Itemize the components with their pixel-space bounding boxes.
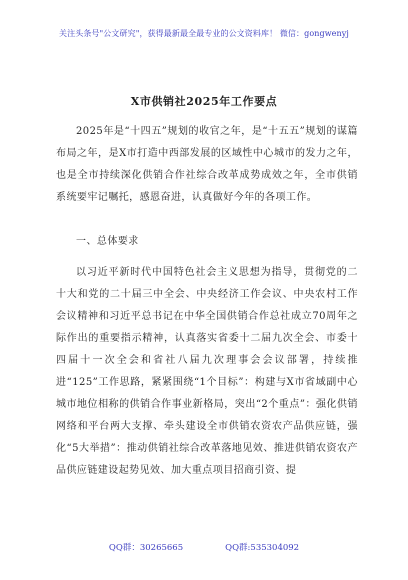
header-promo-note: 关注头条号"公文研究"，获得最新最全最专业的公文资料库！ 微信：gongwenyj xyxy=(59,29,349,38)
section-1-heading-block xyxy=(56,231,358,253)
section-1-paragraph: 以习近平新时代中国特色社会主义思想为指导，贯彻党的二十大和党的二十届三中全会、中央经济工作会议、中央农村工作会议精神和习近平总书记在中华全国供销合作总社成立70周年之际作出的重要指示精神，认真落实省委十二届九次全会、市委十四届十一次全会和省社八届九次理事会会议部署，持续推进“125”工作思路，紧紧围绕“1个目标”：构建与X市省域副中心城市地位相称的供销合作事业新格局，突出“2个重点”：强化供销网络和平台两大支撑、牵头建设全市供销农资农产品供应链，强化“5大举措”：推动供销社综合改革落地见效、推进供销农资农产品供应链建设起势见效、加大重点项目招商引资、提 xyxy=(56,267,358,476)
section-1-heading: 一、总体要求 xyxy=(76,236,139,247)
footer-qq-group-2: QQ群:535304092 xyxy=(225,543,300,553)
intro-block xyxy=(56,121,358,209)
footer-contact xyxy=(0,543,408,553)
document-title: X市供销社2025年工作要点 xyxy=(130,95,278,108)
intro-paragraph: 2025年是“十四五”规划的收官之年，是“十五五”规划的谋篇布局之年，是X市打造中西部发展的区域性中心城市的发力之年，也是全市持续深化供销合作社综合改革成势成效之年，全市供销系统要牢记嘱托，感恩奋进，认真做好今年的各项工作。 xyxy=(56,126,358,203)
section-1-body xyxy=(56,262,358,482)
footer-qq-group-1: QQ群：30265665 xyxy=(108,543,184,553)
